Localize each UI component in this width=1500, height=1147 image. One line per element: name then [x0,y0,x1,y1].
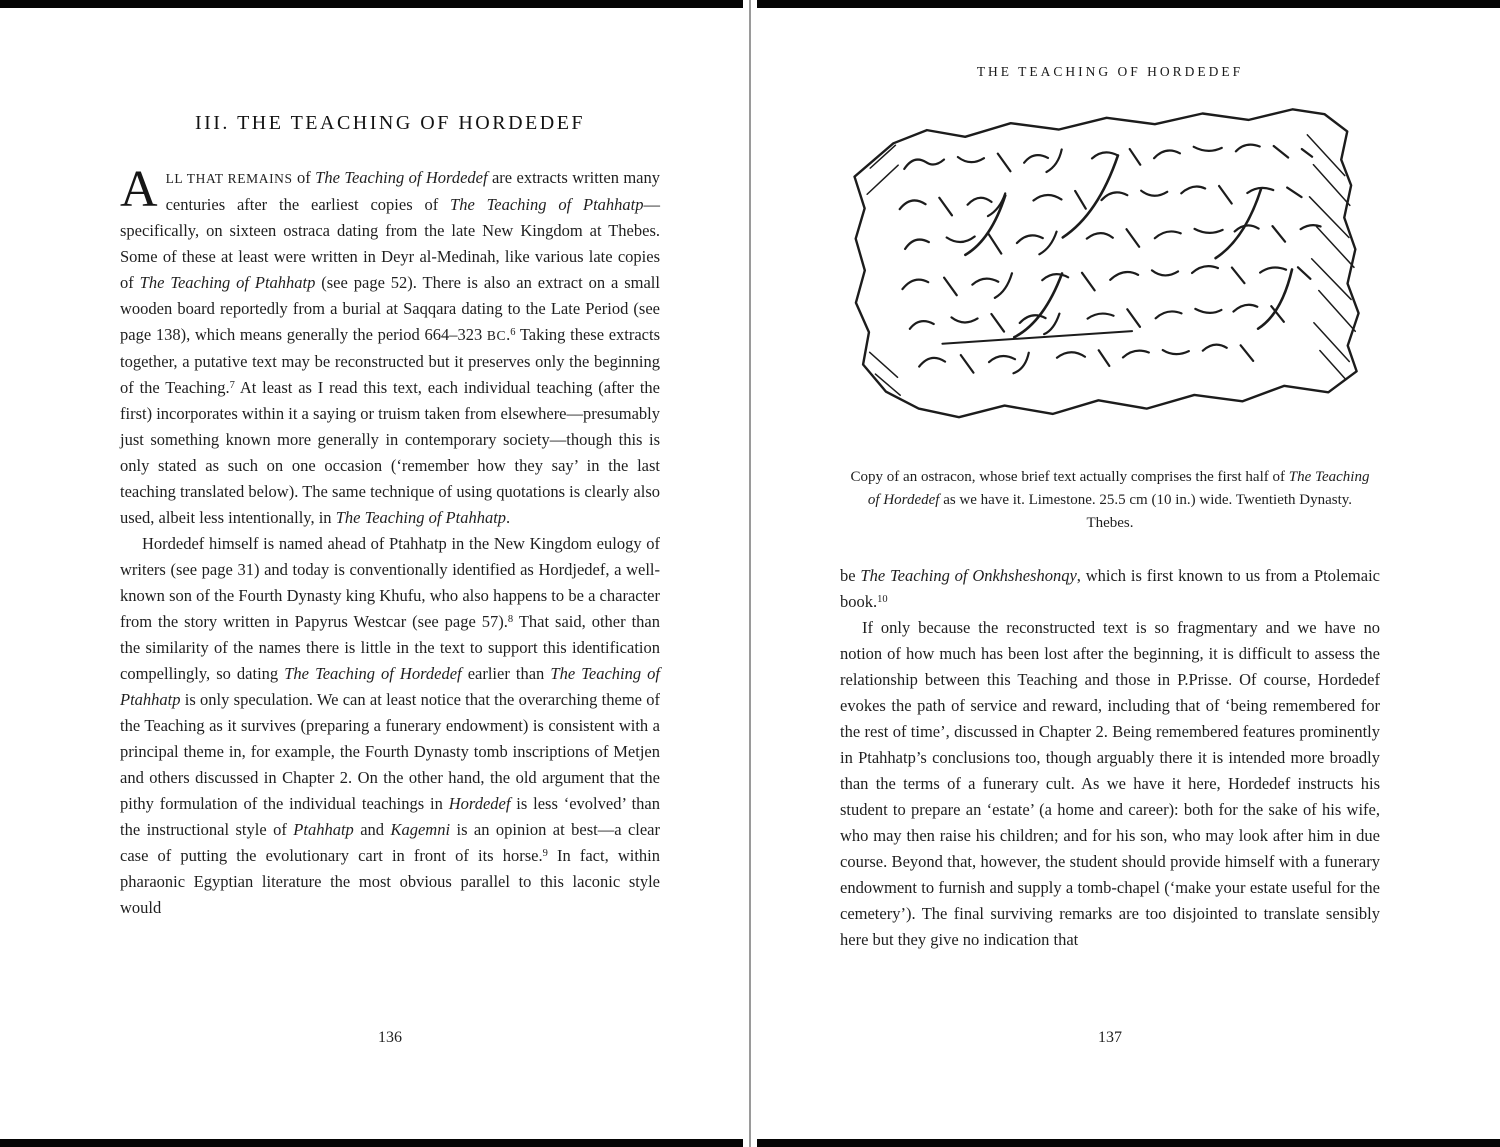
page-gutter [749,0,751,1147]
chapter-heading: III. THE TEACHING OF HORDEDEF [194,112,586,134]
page-number: 136 [378,1029,402,1046]
paragraph: be The Teaching of Onkhsheshonqy, which is first known to us from a Ptolemaic book.$^{10}$ [840,566,1380,611]
paragraph: Hordedef himself is named ahead of Ptahhatp in the New Kingdom eulogy of writers (see page 31) and today is conventionally identified as Hordjedef, a well-known son of the Fourth Dynasty king Khufu, who also happens to be a character from the story written in Papyrus Westcar (see page 57).$^8$ That said, other than the similarity of the names there is little in the text to support this identification compellingly, so dating The Teaching of Hordedef earlier than The Teaching of Ptahhatp is only speculation. We can at least notice that the overarching theme of the Teaching as it survives (preparing a funerary endowment) is consistent with a principal theme in, for example, the Fourth Dynasty tomb inscriptions of Metjen and others discussed in Chapter 2. On the other hand, the old argument that the pithy formulation of the individual teachings in Hordedef is less ‘evolved’ than the instructional style of Ptahhatp and Kagemni is an opinion at best—a clear case of putting the evolutionary cart in front of its horse.$^9$ In fact, within pharaonic Egyptian literature the most obvious parallel to this laconic style would [120,534,661,917]
running-header: THE TEACHING OF HORDEDEF [976,64,1244,79]
ostracon-illustration [812,96,1398,448]
page-edge-bottom-right [757,1139,1500,1147]
page-edge-top-left [0,0,743,8]
figure-caption: Copy of an ostracon, whose brief text actually comprises the first half of The Teaching of Hordedef as we have it. Limestone. 25.5 cm (10 in.) wide. Twentieth Dynasty. Thebes. [850,469,1370,531]
left-page-body [120,161,661,921]
paragraph: If only because the reconstructed text is so fragmentary and we have no notion of how much has been lost after the beginning, it is difficult to assess the relationship between this Teaching and those in P.Prisse. Of course, Hordedef evokes the path of service and reward, including that of ‘being remembered for the rest of time’, discussed in Chapter 2. Being remembered features prominently in Ptahhatp’s conclusions too, though arguably there it is intended more broadly than the terms of a funerary cult. As we have it here, Hordedef instructs his student to prepare an ‘estate’ (a home and career): both for the sake of his wife, who may then raise his children; and for his son, who may look after him in due course. Beyond that, however, the student should provide himself with a funerary endowment to furnish and supply a tomb-chapel (‘make your estate useful for the cemetery’). The final surviving remarks are too disjointed to translate sensibly here but they give no indication that [840,618,1380,949]
hieratic-text-strokes [898,141,1325,378]
right-page-body [840,563,1380,953]
hatching-strokes [862,129,1357,396]
page-edge-top-right [757,0,1500,8]
page-number: 137 [1098,1029,1122,1046]
paragraph: ALL THAT REMAINS of The Teaching of Hordedef are extracts written many centuries after the earliest copies of The Teaching of Ptahhatp—specifically, on sixteen ostraca dating from the late New Kingdom at Thebes. Some of these at least were written in Deyr al-Medinah, like various late copies of The Teaching of Ptahhatp (see page 52). There is also an extract on a small wooden board reportedly from a burial at Saqqara dating to the Late Period (see page 138), which means generally the period 664–323 BC.$^6$ Taking these extracts together, a putative text may be reconstructed but it preserves only the beginning of the Teaching.$^7$ At least as I read this text, each individual teaching (after the first) incorporates within it a saying or truism taken from elsewhere—presumably just something known more generally in contemporary society—though this is only stated as such on one occasion (‘remember how they say’ in the last teaching translated below). The same technique of using quotations is clearly also used, albeit less intentionally, in The Teaching of Ptahhatp. [120,161,661,527]
page-edge-bottom-left [0,1139,743,1147]
right-page [750,0,1500,1147]
